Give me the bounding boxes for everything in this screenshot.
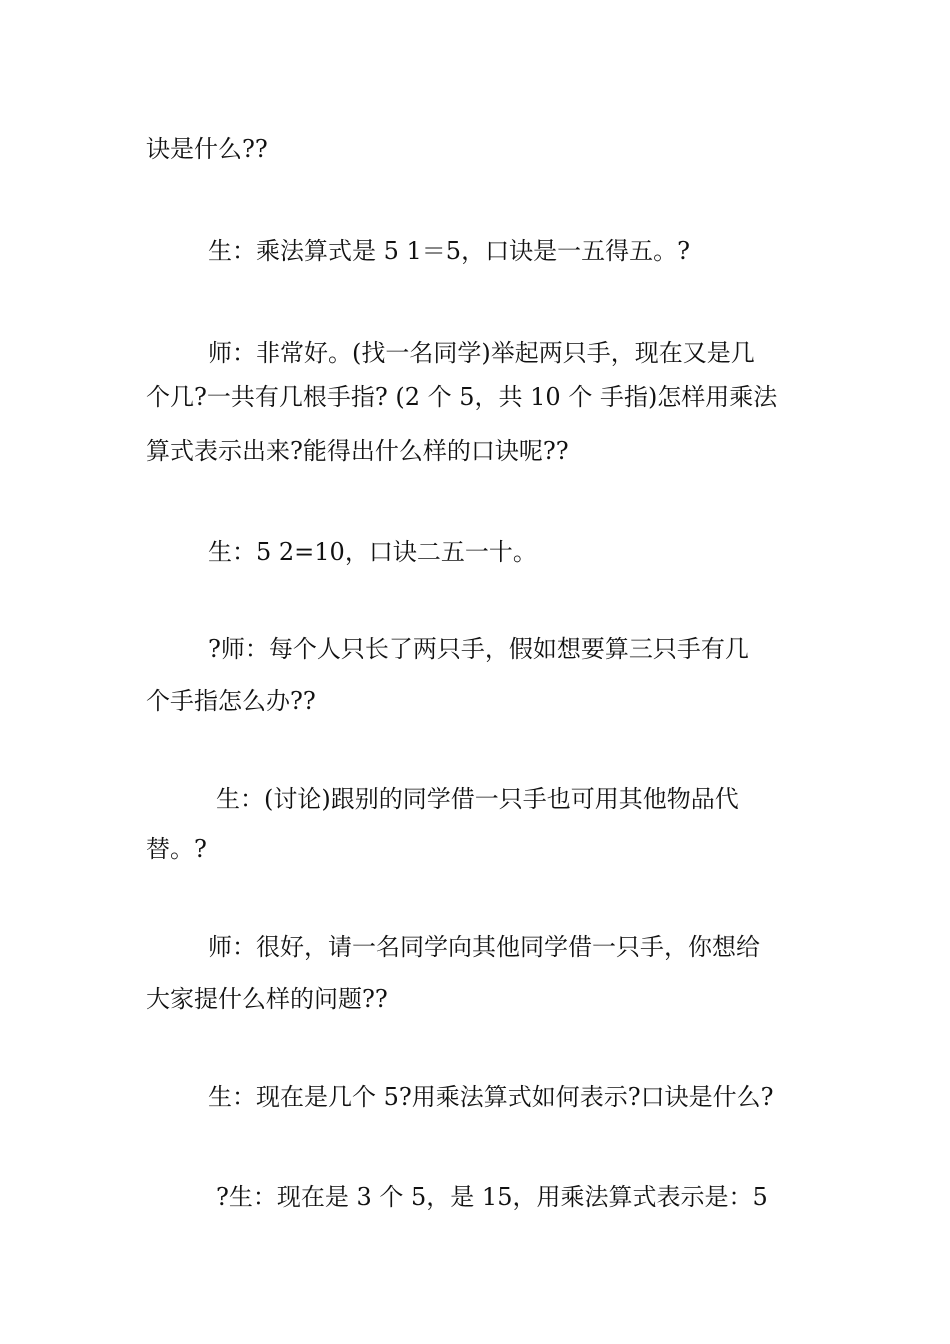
text-line: 个几?一共有几根手指? (2 个 5，共 10 个 手指)怎样用乘法 [146, 383, 778, 411]
text-line: 替。? [146, 835, 207, 863]
text-line: 师：很好，请一名同学向其他同学借一只手，你想给 [208, 933, 760, 961]
text-line: 生：(讨论)跟别的同学借一只手也可用其他物品代 [216, 785, 739, 813]
text-line: ?师：每个人只长了两只手，假如想要算三只手有几 [208, 635, 749, 663]
text-line: 生：5 2=10，口诀二五一十。 [208, 538, 537, 566]
text-line: 诀是什么?? [146, 135, 268, 163]
text-line: 算式表示出来?能得出什么样的口诀呢?? [146, 437, 569, 465]
text-line: 个手指怎么办?? [146, 687, 316, 715]
text-line: 生：乘法算式是 5 1＝5，口诀是一五得五。? [208, 237, 690, 265]
text-line: 生：现在是几个 5?用乘法算式如何表示?口诀是什么? [208, 1083, 774, 1111]
text-line: ?生：现在是 3 个 5，是 15，用乘法算式表示是：5 [216, 1183, 768, 1211]
text-line: 师：非常好。(找一名同学)举起两只手，现在又是几 [208, 339, 755, 367]
text-line: 大家提什么样的问题?? [146, 985, 388, 1013]
